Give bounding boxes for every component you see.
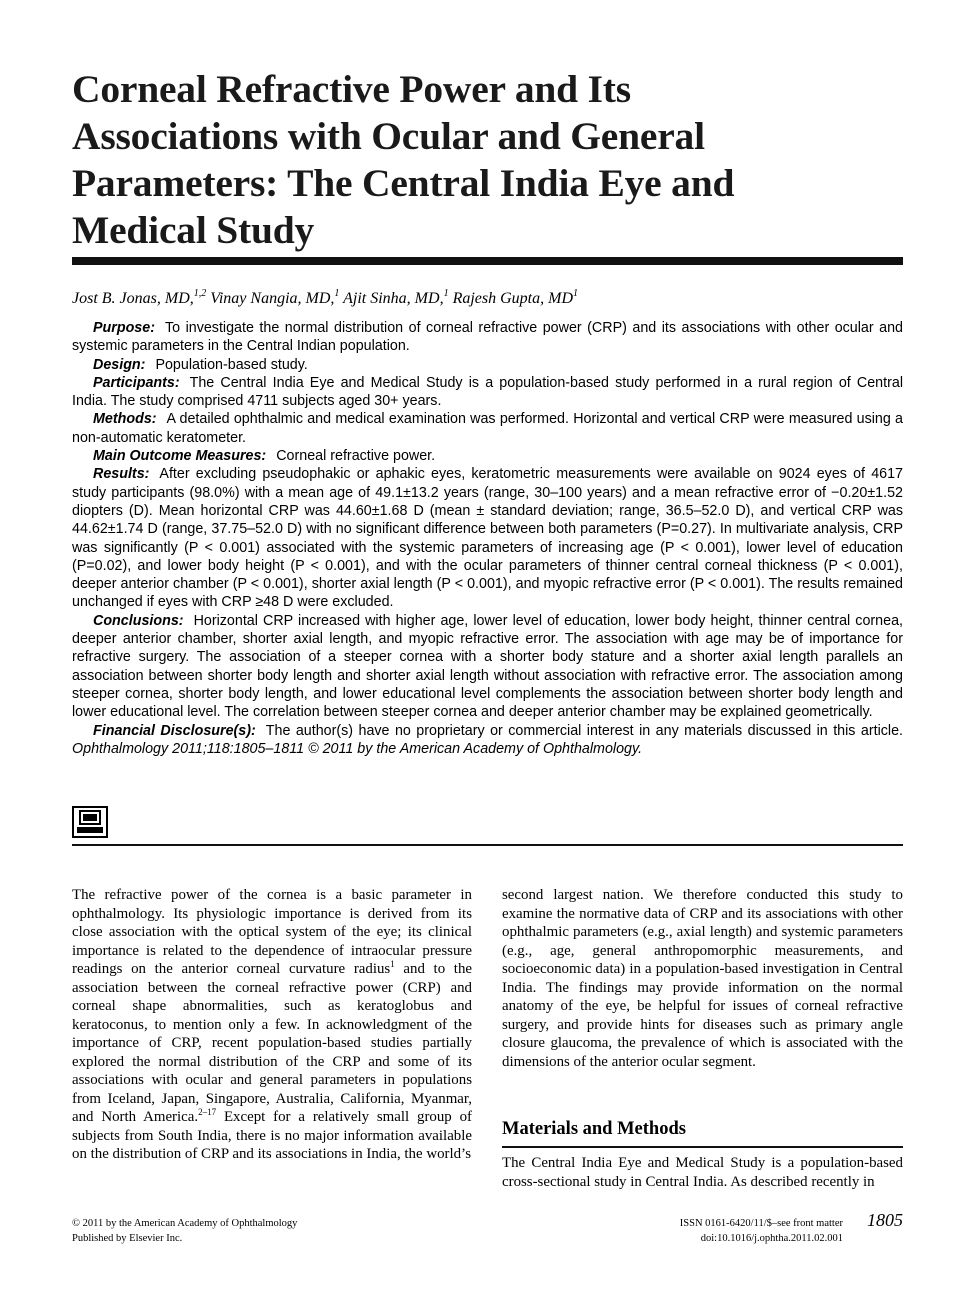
author-name: Vinay Nangia, MD, xyxy=(210,290,335,307)
abstract-text: The Central India Eye and Medical Study is a population-based study performed in a rural region of Central India. The study comprised 4711 subjects aged 30+ years. xyxy=(72,374,903,410)
section-body xyxy=(502,1154,903,1191)
abstract-main-outcome xyxy=(72,447,903,465)
journal-citation: Ophthalmology 2011;118:1805–1811 © 2011 by the American Academy of Ophthalmology. xyxy=(72,740,643,757)
body-text: and to the association between the corneal refractive power (CRP) and corneal shape abnormalities, such as keratoglobus and keratoconus, to mention only a few. In acknowledgment of the importance of CRP, recent population-based studies partially explored the normal distribution of the CRP and some of its associations with ocular and general parameters in populations from Iceland, Japan, Singapore, Australia, California, Myanmar, and North America. xyxy=(72,961,472,1125)
body-text: The refractive power of the cornea is a basic parameter in ophthalmology. Its physiologic importance is derived from its close association with the optical system of the eye; its clinical importance is related to the dependence of intraocular pressure readings on the anterior corneal curvature radius xyxy=(72,887,472,977)
author-affiliation: 1,2 xyxy=(193,288,207,299)
author-name: Jost B. Jonas, MD, xyxy=(72,290,194,307)
section-heading: Materials and Methods xyxy=(502,1119,686,1139)
abstract-disclosure xyxy=(72,722,903,759)
author-name: Rajesh Gupta, MD xyxy=(452,290,573,307)
abstract-text: Population-based study. xyxy=(155,356,308,373)
footer-identifiers xyxy=(680,1216,843,1246)
doi-text[interactable]: doi:10.1016/j.ophtha.2011.02.001 xyxy=(700,1233,843,1244)
abstract-text: The author(s) have no proprietary or commercial interest in any materials discussed in this article. xyxy=(265,722,904,739)
abstract-label: Methods: xyxy=(93,411,157,428)
abstract xyxy=(72,319,903,758)
reference-link[interactable]: 2–17 xyxy=(198,1107,217,1117)
author-affiliation: 1 xyxy=(573,288,578,299)
abstract-label: Main Outcome Measures: xyxy=(93,448,267,465)
reference-link[interactable]: 1 xyxy=(390,959,395,969)
abstract-text: To investigate the normal distribution of corneal refractive power (CRP) and its associations with other ocular and systemic parameters in the Central Indian population. xyxy=(72,320,903,355)
page-number: 1805 xyxy=(867,1210,903,1230)
title-rule xyxy=(72,257,903,265)
abstract-text: Corneal refractive power. xyxy=(276,448,436,465)
article-title: Corneal Refractive Power and Its Associations with Ocular and General Parameters: The Central India Eye and Medical Study xyxy=(72,67,735,252)
body-text: Except for a relatively small group of subjects from South India, there is no major information available on the distribution of CRP and its associations in India, the world’s xyxy=(72,1109,472,1162)
abstract-label: Conclusions: xyxy=(93,612,184,629)
body-paragraph: The Central India Eye and Medical Study is a population-based cross-sectional study in Central India. As described recently in xyxy=(502,1155,903,1190)
abstract-label: Financial Disclosure(s): xyxy=(93,722,256,739)
abstract-methods xyxy=(72,410,903,447)
abstract-results xyxy=(72,465,903,611)
publisher-text: Published by Elsevier Inc. xyxy=(72,1233,183,1244)
author-affiliation: 1 xyxy=(334,288,340,299)
abstract-participants xyxy=(72,374,903,411)
abstract-label: Results: xyxy=(93,466,150,483)
body-column-right xyxy=(502,886,903,1071)
body-paragraph: second largest nation. We therefore conducted this study to examine the normative data of CRP and its associations with other ophthalmic parameters (e.g., axial length) and systemic parameters (e.g., age, general anthropomorphic measurements, and socioeconomic data) in a population-based investigation in Central India. The findings may provide information on the normal anatomy of the eye, be helpful for issues of corneal refractive surgery, and provide hints for diseases such as primary angle closure glaucoma, the prevalence of which is associated with the dimensions of the anterior ocular segment. xyxy=(502,887,903,1070)
abstract-purpose xyxy=(72,319,903,356)
abstract-rule xyxy=(72,844,903,846)
issn-text: ISSN 0161-6420/11/$–see front matter xyxy=(679,1218,843,1229)
abstract-text: Horizontal CRP increased with higher age, lower level of education, lower body height, thinner central cornea, deeper anterior chamber, shorter axial length, and myopic refractive error. The association with age may be of importance for refractive surgery. The association of a steeper cornea with a shorter body stature and a shorter axial length parallels an association between shorter body length and shorter axial length without association with refractive error. The association among steeper cornea, shorter body length, and lower educational level complements the association between shorter body length and lower educational level. The correlation between steeper cornea and deeper anterior chamber may be explained geometrically. xyxy=(72,612,903,721)
copyright-text: © 2011 by the American Academy of Ophthalmology xyxy=(72,1218,298,1229)
abstract-conclusions xyxy=(72,612,903,722)
abstract-text: After excluding pseudophakic or aphakic eyes, keratometric measurements were available on 9024 eyes of 4617 study participants (98.0%) with a mean age of 49.1±13.2 years (range, 30–100 years) and a mean refractive error of −0.20±1.52 diopters (D). Mean horizontal CRP was 44.60±1.68 D (mean ± standard deviation; range, 36.5–52.0 D), and vertical CRP was 44.62±1.74 D (range, 37.75–52.0 D) with no significant difference between both parameters (P=0.27). In multivariate analysis, CRP was significantly (P < 0.001) associated with the systemic parameters of increasing age (P < 0.001), lower level of education (P=0.02), and lower body height (P < 0.001), and with the ocular parameters of thinner central corneal thickness (P < 0.001), deeper anterior chamber (P < 0.001), shorter axial length (P < 0.001), and myopic refractive error (P < 0.001). The results remained unchanged if eyes with CRP ≥48 D were excluded. xyxy=(72,466,903,611)
body-paragraph xyxy=(72,886,472,1164)
abstract-label: Purpose: xyxy=(93,320,155,336)
author-affiliation: 1 xyxy=(443,288,449,299)
body-column-left xyxy=(72,886,472,1164)
abstract-label: Participants: xyxy=(93,374,180,391)
author-list xyxy=(72,289,903,309)
abstract-text: A detailed ophthalmic and medical examination was performed. Horizontal and vertical CRP were measured using a non-automatic keratometer. xyxy=(72,411,903,446)
author-name: Ajit Sinha, MD, xyxy=(343,290,444,307)
footer-copyright xyxy=(72,1216,297,1246)
section-rule xyxy=(502,1146,903,1148)
abstract-design xyxy=(72,356,903,374)
abstract-label: Design: xyxy=(93,356,146,373)
computer-monitor-icon[interactable] xyxy=(72,806,108,838)
